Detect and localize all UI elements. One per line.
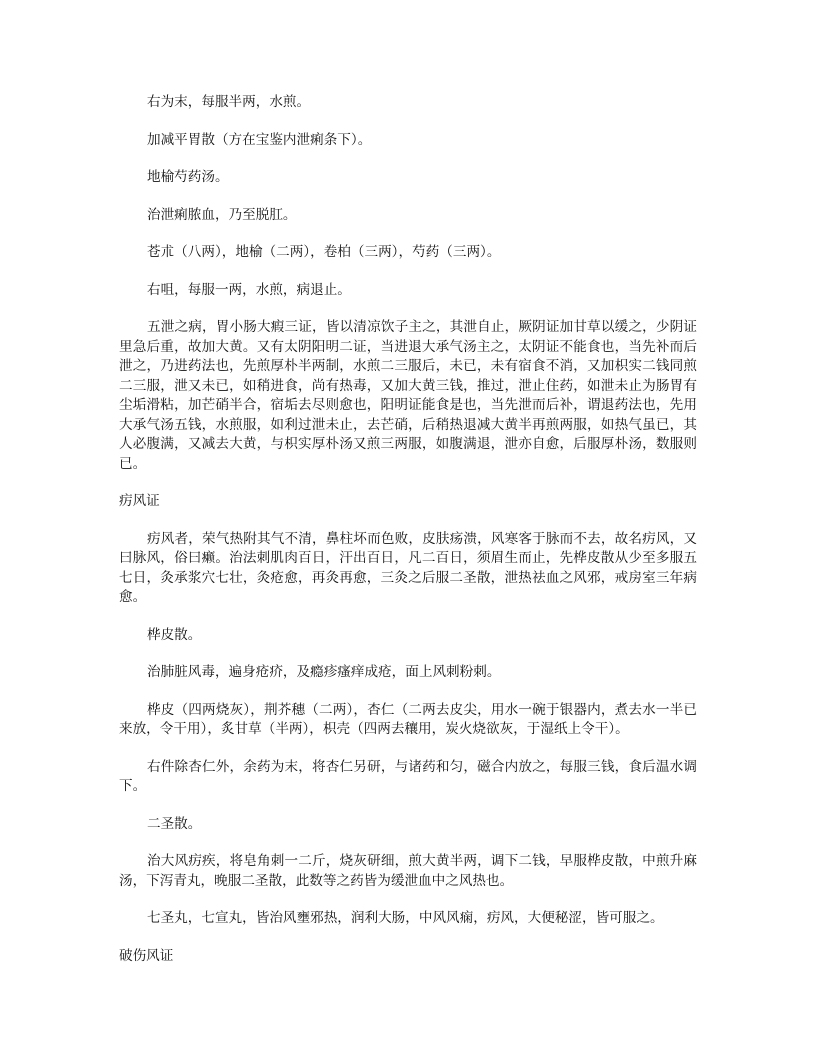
paragraph: 七圣丸，七宣丸，皆治风壅邪热，润利大肠，中风风痫，疠风，大便秘涩，皆可服之。 <box>147 910 664 926</box>
paragraph: 右件除杏仁外，余药为末，将杏仁另研，与诸药和匀，磁合内放之，每服三钱，食后温水调下。 <box>119 758 697 794</box>
section-heading: 疠风证 <box>119 493 160 509</box>
ingredients: 桦皮（四两烧灰），荆芥穗（二两），杏仁（二两去皮尖，用水一碗于银器内，煮去水一半已来放，令干用），炙甘草（半两），枳壳（四两去穰用，炭火烧欲灰，于湿纸上令干）。 <box>119 701 697 737</box>
section-heading: 破伤风证 <box>119 947 174 964</box>
document-page <box>119 93 697 984</box>
paragraph: 五泄之病，胃小肠大瘕三证，皆以清凉饮子主之，其泄自止，厥阴证加甘草以缓之，少阴证里急后重，故加大黄。又有太阴阳明二证，当进退大承气汤主之，太阴证不能食也，当先补而后泄之，乃进药法也，先煎厚朴半两制，水煎二三服后，未已，未有宿食不消，又加枳实二钱同煎二三服，泄又未已，如稍进食，尚有热毒，又加大黄三钱，推过，泄止住药，如泄未止为肠胃有尘垢滑粘，加芒硝半合，宿垢去尽则愈也，阳明证能食是也，当先泄而后补，谓退药法也，先用大承气汤五钱，水煎服，如利过泄未止，去芒硝，后稍热退减大黄半再煎两服，如热气虽已，其人必腹满，又减去大黄，与枳实厚朴汤又煎三两服，如腹满退，泄亦自愈，后服厚朴汤，数服则已。 <box>119 319 697 472</box>
formula-title: 桦皮散。 <box>147 626 202 643</box>
formula-title: 加减平胃散（方在宝鉴内泄痢条下）。 <box>147 131 372 148</box>
formula-title: 地榆芍药汤。 <box>147 169 229 185</box>
paragraph: 治泄痢脓血，乃至脱肛。 <box>147 206 297 223</box>
paragraph: 疠风者，荣气热附其气不清，鼻柱坏而色败，皮肤疡溃，风寒客于脉而不去，故名疠风，又曰脉风，俗曰癞。治法刺肌肉百日，汗出百日，凡二百日，须眉生而止，先桦皮散从少至多服五七日，灸承浆穴七壮，灸疮愈，再灸再愈，三灸之后服二圣散，泄热祛血之风邪，戒房室三年病愈。 <box>119 530 697 605</box>
formula-title: 二圣散。 <box>147 815 202 832</box>
paragraph: 右为末，每服半两，水煎。 <box>147 94 311 110</box>
paragraph: 右咀，每服一两，水煎，病退止。 <box>147 281 351 298</box>
paragraph: 治大风疠疾，将皂角刺一二斤，烧灰研细，煎大黄半两，调下二钱，早服桦皮散，中煎升麻汤，下泻青丸，晚服二圣散，此数等之药皆为缓泄血中之风热也。 <box>119 853 697 889</box>
paragraph: 治肺脏风毒，遍身疮疥，及瘾疹瘙痒成疮，面上风刺粉刺。 <box>147 664 501 680</box>
ingredients: 苍朮（八两），地榆（二两），卷柏（三两），芍药（三两）。 <box>147 244 501 260</box>
